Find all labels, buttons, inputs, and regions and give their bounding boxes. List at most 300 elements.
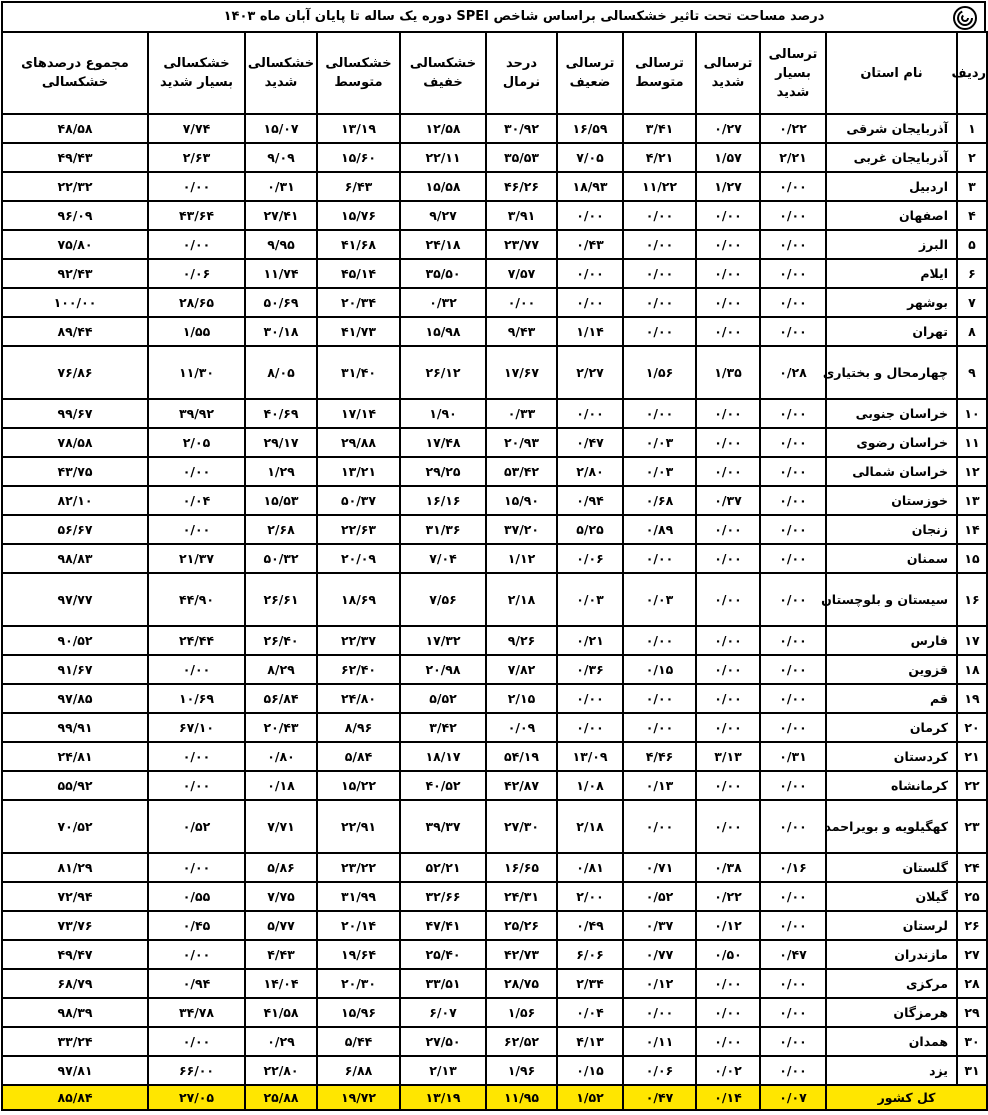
value-cell: ۰/۰۰	[696, 399, 760, 428]
value-cell: ۲۲/۳۷	[317, 626, 400, 655]
total-value-cell: ۱۹/۷۲	[317, 1085, 400, 1110]
value-cell: ۶۲/۵۲	[486, 1027, 557, 1056]
value-cell: ۱/۲۷	[696, 172, 760, 201]
value-cell: ۱۵/۹۸	[400, 317, 486, 346]
value-cell: ۰/۹۴	[148, 969, 245, 998]
row-number: ۸	[957, 317, 987, 346]
value-cell: ۰/۰۰	[696, 288, 760, 317]
value-cell: ۰/۱۳	[623, 771, 696, 800]
value-cell: ۰/۰۶	[148, 259, 245, 288]
value-cell: ۰/۰۳	[623, 428, 696, 457]
value-cell: ۳/۱۳	[696, 742, 760, 771]
value-cell: ۰/۴۷	[557, 428, 623, 457]
value-cell: ۰/۰۰	[760, 998, 826, 1027]
value-cell: ۲۴/۸۰	[317, 684, 400, 713]
value-cell: ۰/۰۰	[696, 1027, 760, 1056]
value-cell: ۰/۰۰	[760, 1027, 826, 1056]
table-row	[2, 742, 987, 771]
province-name: آذربایجان غربی	[826, 143, 957, 172]
row-number: ۲۷	[957, 940, 987, 969]
table-row	[2, 172, 987, 201]
value-cell: ۰/۰۰	[696, 230, 760, 259]
value-cell: ۰/۰۰	[148, 1027, 245, 1056]
value-cell: ۰/۰۰	[696, 317, 760, 346]
table-body	[2, 114, 987, 1110]
value-cell: ۴۹/۴۳	[2, 143, 148, 172]
value-cell: ۴۱/۷۳	[317, 317, 400, 346]
value-cell: ۲۶/۴۰	[245, 626, 317, 655]
value-cell: ۸/۲۹	[245, 655, 317, 684]
value-cell: ۰/۱۵	[623, 655, 696, 684]
province-name: خراسان شمالی	[826, 457, 957, 486]
province-name: گلستان	[826, 853, 957, 882]
row-number: ۷	[957, 288, 987, 317]
value-cell: ۰/۰۰	[760, 800, 826, 853]
row-number: ۱	[957, 114, 987, 143]
value-cell: ۵۰/۶۹	[245, 288, 317, 317]
value-cell: ۱۲/۵۸	[400, 114, 486, 143]
value-cell: ۰/۵۲	[148, 800, 245, 853]
value-cell: ۱۹/۶۴	[317, 940, 400, 969]
value-cell: ۰/۰۰	[760, 911, 826, 940]
value-cell: ۰/۰۰	[623, 713, 696, 742]
table-header	[2, 32, 987, 114]
value-cell: ۰/۰۰	[760, 655, 826, 684]
value-cell: ۶۶/۰۰	[148, 1056, 245, 1085]
value-cell: ۰/۵۰	[696, 940, 760, 969]
value-cell: ۲۷/۵۰	[400, 1027, 486, 1056]
value-cell: ۰/۰۰	[148, 457, 245, 486]
value-cell: ۷۶/۸۶	[2, 346, 148, 399]
value-cell: ۱/۵۶	[486, 998, 557, 1027]
value-cell: ۷۸/۵۸	[2, 428, 148, 457]
table-row	[2, 457, 987, 486]
row-number: ۳۱	[957, 1056, 987, 1085]
value-cell: ۰/۰۰	[557, 399, 623, 428]
value-cell: ۱۳/۰۹	[557, 742, 623, 771]
value-cell: ۰/۰۰	[623, 998, 696, 1027]
value-cell: ۰/۰۰	[557, 713, 623, 742]
value-cell: ۵۲/۲۱	[400, 853, 486, 882]
total-value-cell: ۰/۱۴	[696, 1085, 760, 1110]
value-cell: ۴۸/۵۸	[2, 114, 148, 143]
value-cell: ۲۱/۳۷	[148, 544, 245, 573]
value-cell: ۷/۰۵	[557, 143, 623, 172]
province-name: زنجان	[826, 515, 957, 544]
province-name: اردبیل	[826, 172, 957, 201]
value-cell: ۷۵/۸۰	[2, 230, 148, 259]
value-cell: ۲۳/۲۲	[317, 853, 400, 882]
header-row	[2, 32, 987, 114]
province-name: کرمان	[826, 713, 957, 742]
value-cell: ۲۹/۱۷	[245, 428, 317, 457]
value-cell: ۰/۰۰	[696, 969, 760, 998]
row-number: ۱۹	[957, 684, 987, 713]
table-row	[2, 201, 987, 230]
value-cell: ۴۱/۶۸	[317, 230, 400, 259]
value-cell: ۰/۴۹	[557, 911, 623, 940]
value-cell: ۱۷/۱۴	[317, 399, 400, 428]
column-header: ترسالی بسیار شدید	[760, 32, 826, 114]
row-number: ۶	[957, 259, 987, 288]
value-cell: ۰/۱۶	[760, 853, 826, 882]
value-cell: ۰/۳۱	[760, 742, 826, 771]
value-cell: ۲/۶۳	[148, 143, 245, 172]
value-cell: ۷/۸۲	[486, 655, 557, 684]
value-cell: ۴۹/۴۷	[2, 940, 148, 969]
value-cell: ۰/۰۰	[760, 172, 826, 201]
value-cell: ۰/۰۰	[696, 457, 760, 486]
value-cell: ۱۷/۴۸	[400, 428, 486, 457]
value-cell: ۱/۱۴	[557, 317, 623, 346]
table-row	[2, 800, 987, 853]
value-cell: ۷/۷۴	[148, 114, 245, 143]
value-cell: ۰/۰۰	[148, 940, 245, 969]
value-cell: ۰/۰۰	[760, 713, 826, 742]
value-cell: ۲۶/۶۱	[245, 573, 317, 626]
value-cell: ۰/۰۰	[623, 259, 696, 288]
value-cell: ۱۶/۶۵	[486, 853, 557, 882]
value-cell: ۰/۰۰	[148, 230, 245, 259]
value-cell: ۳۵/۵۳	[486, 143, 557, 172]
value-cell: ۶۸/۷۹	[2, 969, 148, 998]
value-cell: ۰/۰۰	[760, 771, 826, 800]
value-cell: ۰/۰۰	[696, 201, 760, 230]
row-number: ۱۸	[957, 655, 987, 684]
value-cell: ۵/۲۵	[557, 515, 623, 544]
value-cell: ۰/۳۱	[245, 172, 317, 201]
total-value-cell: ۱/۵۲	[557, 1085, 623, 1110]
value-cell: ۰/۰۴	[557, 998, 623, 1027]
value-cell: ۱/۰۸	[557, 771, 623, 800]
value-cell: ۲۹/۸۸	[317, 428, 400, 457]
value-cell: ۲۴/۸۱	[2, 742, 148, 771]
value-cell: ۷۲/۹۴	[2, 882, 148, 911]
value-cell: ۷۳/۷۶	[2, 911, 148, 940]
value-cell: ۰/۰۰	[760, 288, 826, 317]
column-header: درحد نرمال	[486, 32, 557, 114]
value-cell: ۰/۲۲	[696, 882, 760, 911]
value-cell: ۰/۴۷	[760, 940, 826, 969]
province-name: خراسان جنوبی	[826, 399, 957, 428]
province-name: قم	[826, 684, 957, 713]
value-cell: ۸۲/۱۰	[2, 486, 148, 515]
table-row	[2, 998, 987, 1027]
spiral-logo-icon	[952, 5, 978, 31]
value-cell: ۰/۸۹	[623, 515, 696, 544]
row-number: ۲۳	[957, 800, 987, 853]
value-cell: ۴/۴۶	[623, 742, 696, 771]
value-cell: ۰/۳۲	[400, 288, 486, 317]
province-name: کرمانشاه	[826, 771, 957, 800]
value-cell: ۰/۰۰	[696, 259, 760, 288]
table-row	[2, 573, 987, 626]
total-label: کل کشور	[826, 1085, 987, 1110]
value-cell: ۴۵/۱۴	[317, 259, 400, 288]
value-cell: ۰/۳۸	[696, 853, 760, 882]
value-cell: ۲/۳۴	[557, 969, 623, 998]
table-row	[2, 853, 987, 882]
column-header: نام استان	[826, 32, 957, 114]
value-cell: ۰/۰۰	[760, 515, 826, 544]
value-cell: ۰/۱۵	[557, 1056, 623, 1085]
value-cell: ۲/۲۱	[760, 143, 826, 172]
total-value-cell: ۰/۴۷	[623, 1085, 696, 1110]
value-cell: ۵/۵۲	[400, 684, 486, 713]
value-cell: ۲/۸۰	[557, 457, 623, 486]
value-cell: ۲۰/۱۴	[317, 911, 400, 940]
table-row	[2, 626, 987, 655]
value-cell: ۷/۵۶	[400, 573, 486, 626]
value-cell: ۶/۸۸	[317, 1056, 400, 1085]
province-name: سیستان و بلوچستان	[826, 573, 957, 626]
value-cell: ۰/۱۸	[245, 771, 317, 800]
value-cell: ۲/۰۵	[148, 428, 245, 457]
value-cell: ۹۸/۳۹	[2, 998, 148, 1027]
total-value-cell: ۱۳/۱۹	[400, 1085, 486, 1110]
row-number: ۱۵	[957, 544, 987, 573]
table-row	[2, 544, 987, 573]
value-cell: ۳۳/۵۱	[400, 969, 486, 998]
row-number: ۱۱	[957, 428, 987, 457]
value-cell: ۱۳/۲۱	[317, 457, 400, 486]
value-cell: ۲/۱۵	[486, 684, 557, 713]
value-cell: ۲۲/۶۳	[317, 515, 400, 544]
province-name: کهگیلویه و بویراحمد	[826, 800, 957, 853]
value-cell: ۰/۸۱	[557, 853, 623, 882]
value-cell: ۷۰/۵۲	[2, 800, 148, 853]
value-cell: ۳۷/۲۰	[486, 515, 557, 544]
value-cell: ۳۴/۷۸	[148, 998, 245, 1027]
province-name: چهارمحال و بختیاری	[826, 346, 957, 399]
value-cell: ۰/۰۰	[760, 201, 826, 230]
column-header: ترسالی ضعیف	[557, 32, 623, 114]
value-cell: ۰/۰۰	[623, 544, 696, 573]
value-cell: ۲۵/۴۰	[400, 940, 486, 969]
province-name: خراسان رضوی	[826, 428, 957, 457]
province-name: هرمزگان	[826, 998, 957, 1027]
value-cell: ۴/۴۳	[245, 940, 317, 969]
value-cell: ۰/۰۰	[760, 1056, 826, 1085]
value-cell: ۰/۲۹	[245, 1027, 317, 1056]
value-cell: ۹/۴۳	[486, 317, 557, 346]
value-cell: ۸۱/۲۹	[2, 853, 148, 882]
value-cell: ۴۳/۷۵	[2, 457, 148, 486]
row-number: ۱۷	[957, 626, 987, 655]
value-cell: ۲۷/۳۰	[486, 800, 557, 853]
value-cell: ۰/۰۰	[148, 742, 245, 771]
value-cell: ۰/۰۰	[696, 573, 760, 626]
value-cell: ۱/۵۵	[148, 317, 245, 346]
drought-table	[1, 31, 988, 1111]
value-cell: ۰/۷۷	[623, 940, 696, 969]
value-cell: ۰/۰۹	[486, 713, 557, 742]
value-cell: ۱۶/۵۹	[557, 114, 623, 143]
value-cell: ۹/۰۹	[245, 143, 317, 172]
value-cell: ۳۱/۹۹	[317, 882, 400, 911]
value-cell: ۰/۰۶	[557, 544, 623, 573]
column-header: خشکسالی خفیف	[400, 32, 486, 114]
value-cell: ۱۵/۷۶	[317, 201, 400, 230]
value-cell: ۹۸/۸۳	[2, 544, 148, 573]
value-cell: ۰/۰۰	[148, 771, 245, 800]
value-cell: ۰/۰۰	[696, 998, 760, 1027]
value-cell: ۰/۰۰	[760, 259, 826, 288]
value-cell: ۹۷/۷۷	[2, 573, 148, 626]
value-cell: ۲۰/۰۹	[317, 544, 400, 573]
value-cell: ۰/۰۰	[760, 626, 826, 655]
value-cell: ۳/۴۲	[400, 713, 486, 742]
value-cell: ۹۷/۸۵	[2, 684, 148, 713]
column-header: خشکسالی متوسط	[317, 32, 400, 114]
value-cell: ۳/۹۱	[486, 201, 557, 230]
table-row	[2, 771, 987, 800]
value-cell: ۲/۰۰	[557, 882, 623, 911]
value-cell: ۱۴/۰۴	[245, 969, 317, 998]
value-cell: ۳۵/۵۰	[400, 259, 486, 288]
value-cell: ۴/۱۳	[557, 1027, 623, 1056]
value-cell: ۰/۰۳	[623, 457, 696, 486]
table-row	[2, 684, 987, 713]
value-cell: ۷/۷۵	[245, 882, 317, 911]
row-number: ۲۲	[957, 771, 987, 800]
value-cell: ۰/۰۰	[148, 515, 245, 544]
row-number: ۴	[957, 201, 987, 230]
value-cell: ۱۵/۵۳	[245, 486, 317, 515]
value-cell: ۹۰/۵۲	[2, 626, 148, 655]
value-cell: ۹۹/۹۱	[2, 713, 148, 742]
value-cell: ۰/۰۰	[148, 853, 245, 882]
table-row	[2, 143, 987, 172]
value-cell: ۷/۷۱	[245, 800, 317, 853]
value-cell: ۲۰/۹۳	[486, 428, 557, 457]
title-row	[1, 1, 986, 32]
value-cell: ۰/۰۳	[623, 573, 696, 626]
value-cell: ۱۸/۹۳	[557, 172, 623, 201]
value-cell: ۱۱/۳۰	[148, 346, 245, 399]
value-cell: ۳/۴۱	[623, 114, 696, 143]
value-cell: ۸/۰۵	[245, 346, 317, 399]
value-cell: ۹۱/۶۷	[2, 655, 148, 684]
value-cell: ۳۹/۳۷	[400, 800, 486, 853]
value-cell: ۰/۸۰	[245, 742, 317, 771]
value-cell: ۶/۴۳	[317, 172, 400, 201]
value-cell: ۳۱/۴۰	[317, 346, 400, 399]
value-cell: ۵۴/۱۹	[486, 742, 557, 771]
total-row	[2, 1085, 987, 1110]
table-row	[2, 399, 987, 428]
value-cell: ۰/۰۰	[760, 486, 826, 515]
table-row	[2, 1056, 987, 1085]
value-cell: ۱/۹۶	[486, 1056, 557, 1085]
value-cell: ۰/۰۰	[623, 230, 696, 259]
value-cell: ۰/۲۲	[760, 114, 826, 143]
value-cell: ۸۹/۴۴	[2, 317, 148, 346]
value-cell: ۰/۳۷	[623, 911, 696, 940]
value-cell: ۲۴/۱۸	[400, 230, 486, 259]
value-cell: ۴۷/۴۱	[400, 911, 486, 940]
value-cell: ۰/۳۶	[557, 655, 623, 684]
value-cell: ۴۶/۲۶	[486, 172, 557, 201]
value-cell: ۳۹/۹۲	[148, 399, 245, 428]
row-number: ۱۶	[957, 573, 987, 626]
value-cell: ۲۲/۳۲	[2, 172, 148, 201]
value-cell: ۱/۱۲	[486, 544, 557, 573]
table-row	[2, 230, 987, 259]
value-cell: ۰/۰۰	[623, 626, 696, 655]
value-cell: ۰/۰۰	[760, 230, 826, 259]
table-row	[2, 317, 987, 346]
table-row	[2, 428, 987, 457]
value-cell: ۹۷/۸۱	[2, 1056, 148, 1085]
table-row	[2, 346, 987, 399]
value-cell: ۹/۹۵	[245, 230, 317, 259]
value-cell: ۷/۵۷	[486, 259, 557, 288]
row-number: ۲۱	[957, 742, 987, 771]
column-header: مجموع درصدهای خشکسالی	[2, 32, 148, 114]
total-value-cell: ۲۷/۰۵	[148, 1085, 245, 1110]
value-cell: ۱۶/۱۶	[400, 486, 486, 515]
value-cell: ۰/۲۱	[557, 626, 623, 655]
value-cell: ۲۰/۴۳	[245, 713, 317, 742]
value-cell: ۲/۱۸	[557, 800, 623, 853]
value-cell: ۲۲/۸۰	[245, 1056, 317, 1085]
table-row	[2, 486, 987, 515]
value-cell: ۵۶/۶۷	[2, 515, 148, 544]
value-cell: ۲۲/۱۱	[400, 143, 486, 172]
column-header: خشکسالی شدید	[245, 32, 317, 114]
value-cell: ۱/۹۰	[400, 399, 486, 428]
value-cell: ۰/۰۰	[696, 515, 760, 544]
value-cell: ۱۵/۹۰	[486, 486, 557, 515]
total-value-cell: ۲۵/۸۸	[245, 1085, 317, 1110]
value-cell: ۴۰/۶۹	[245, 399, 317, 428]
value-cell: ۳۰/۹۲	[486, 114, 557, 143]
row-number: ۹	[957, 346, 987, 399]
value-cell: ۰/۰۰	[696, 713, 760, 742]
value-cell: ۰/۰۰	[486, 288, 557, 317]
province-name: گیلان	[826, 882, 957, 911]
total-value-cell: ۱۱/۹۵	[486, 1085, 557, 1110]
value-cell: ۹/۲۶	[486, 626, 557, 655]
value-cell: ۰/۴۳	[557, 230, 623, 259]
value-cell: ۰/۰۰	[623, 317, 696, 346]
value-cell: ۰/۰۰	[696, 626, 760, 655]
total-value-cell: ۸۵/۸۴	[2, 1085, 148, 1110]
value-cell: ۵۰/۳۷	[317, 486, 400, 515]
table-row	[2, 259, 987, 288]
row-number: ۲۹	[957, 998, 987, 1027]
table-row	[2, 515, 987, 544]
province-name: یزد	[826, 1056, 957, 1085]
value-cell: ۰/۰۰	[696, 800, 760, 853]
value-cell: ۲۸/۶۵	[148, 288, 245, 317]
value-cell: ۲۰/۹۸	[400, 655, 486, 684]
table-row	[2, 713, 987, 742]
value-cell: ۷/۰۴	[400, 544, 486, 573]
value-cell: ۱/۵۷	[696, 143, 760, 172]
value-cell: ۲۲/۹۱	[317, 800, 400, 853]
value-cell: ۱۵/۹۶	[317, 998, 400, 1027]
value-cell: ۲/۱۳	[400, 1056, 486, 1085]
value-cell: ۰/۰۰	[696, 655, 760, 684]
value-cell: ۲/۱۸	[486, 573, 557, 626]
value-cell: ۱۵/۶۰	[317, 143, 400, 172]
value-cell: ۰/۱۲	[696, 911, 760, 940]
value-cell: ۵۳/۴۲	[486, 457, 557, 486]
value-cell: ۲/۶۸	[245, 515, 317, 544]
value-cell: ۰/۰۰	[696, 684, 760, 713]
